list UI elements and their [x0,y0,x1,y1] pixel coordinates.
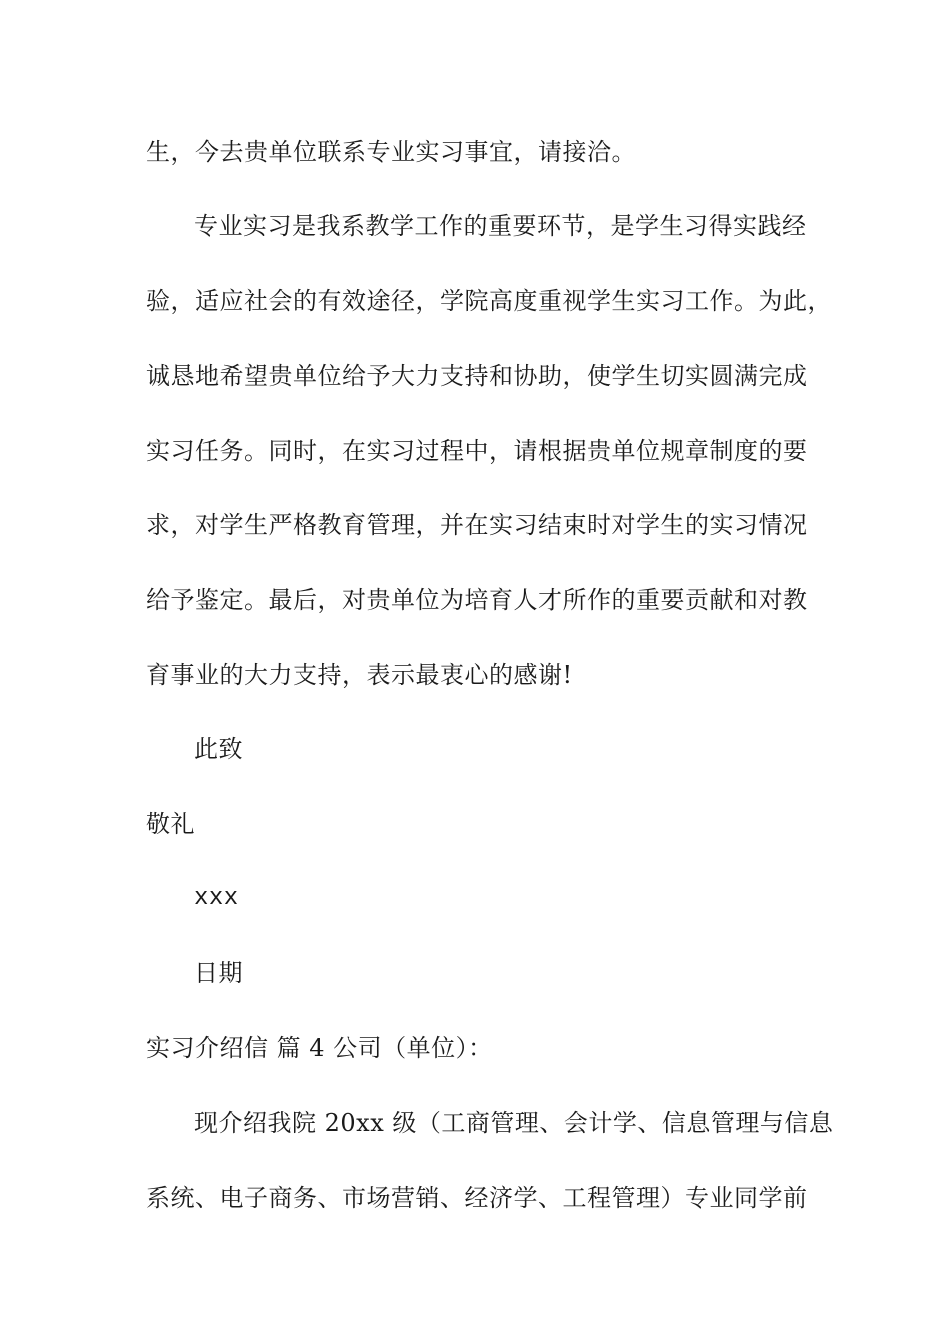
text-line-15: 系统、电子商务、市场营销、经济学、工程管理）专业同学前 [146,1184,808,1212]
signature-date: 日期 [194,959,243,987]
section-heading: 实习介绍信 篇 4 公司（单位）： [146,1034,493,1062]
closing-jing-li: 敬礼 [146,810,195,838]
text-line-5: 实习任务。同时，在实习过程中，请根据贵单位规章制度的要 [146,437,808,465]
text-line-3: 验，适应社会的有效途径，学院高度重视学生实习工作。为此， [146,287,832,315]
text-line-4: 诚恳地希望贵单位给予大力支持和协助，使学生切实圆满完成 [146,362,808,390]
signature-name: xxx [194,885,239,912]
text-line-1: 生，今去贵单位联系专业实习事宜，请接洽。 [146,138,636,166]
paragraph-start-line: 专业实习是我系教学工作的重要环节，是学生习得实践经 [194,212,807,240]
text-line-6: 求，对学生严格教育管理，并在实习结束时对学生的实习情况 [146,511,808,539]
text-line-7: 给予鉴定。最后，对贵单位为培育人才所作的重要贡献和对教 [146,586,808,614]
text-line-8: 育事业的大力支持，表示最衷心的感谢! [146,661,573,689]
paragraph-start-line-2: 现介绍我院 20xx 级（工商管理、会计学、信息管理与信息 [194,1109,834,1137]
closing-ci-zhi: 此致 [194,735,243,763]
